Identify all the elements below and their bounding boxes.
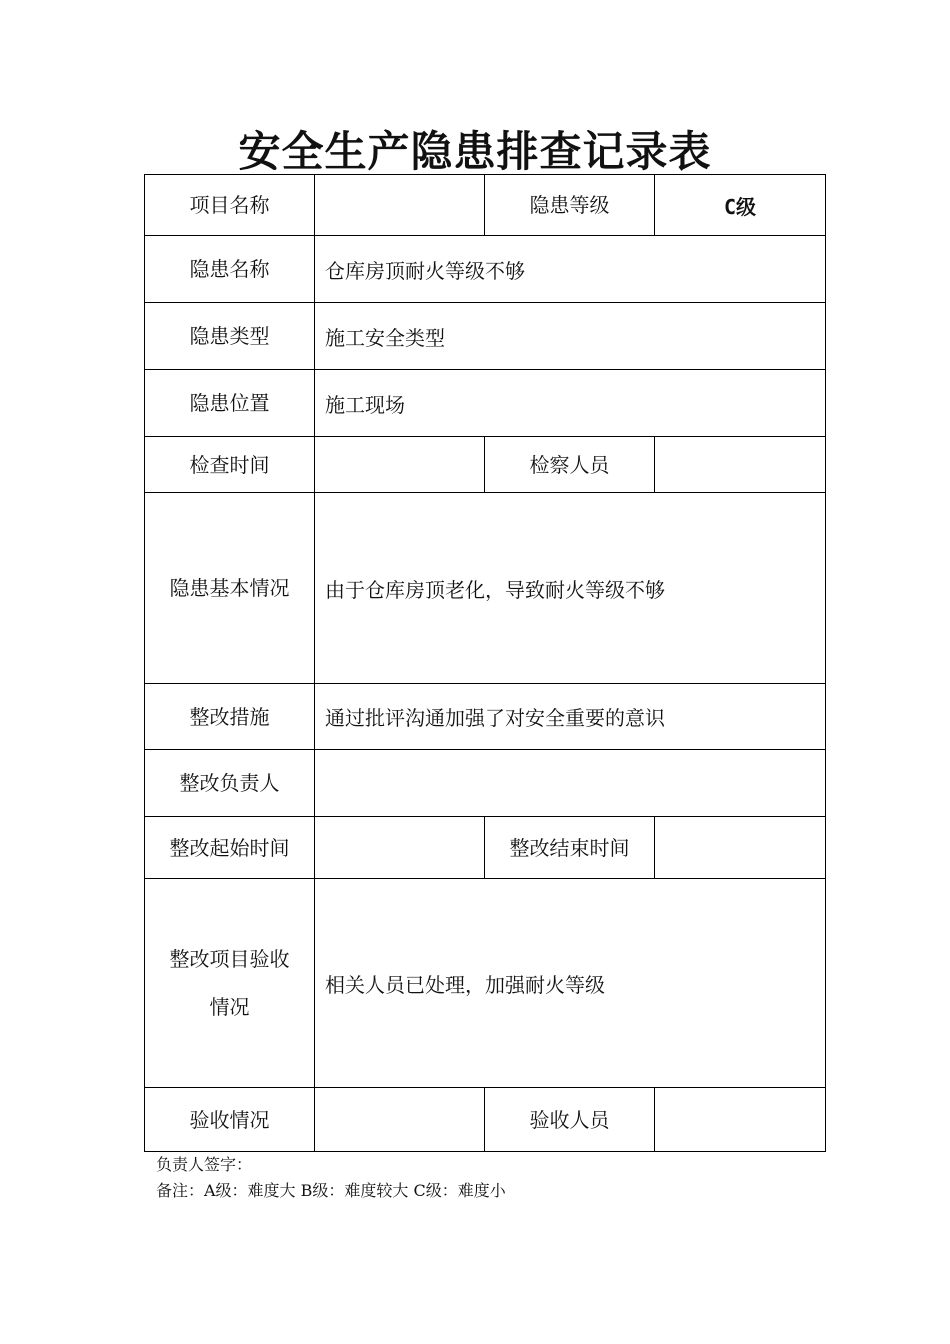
acceptance-label: 验收情况	[145, 1088, 315, 1152]
acceptance-value	[315, 1088, 485, 1152]
rectification-start-value	[315, 817, 485, 879]
rectification-measures-value: 通过批评沟通加强了对安全重要的意识	[315, 684, 826, 750]
row-acceptance-situation	[145, 879, 826, 1088]
hazard-record-table	[144, 174, 826, 1152]
basic-situation-label: 隐患基本情况	[145, 493, 315, 684]
rectification-owner-label: 整改负责人	[145, 750, 315, 817]
row-rectification-measures	[145, 684, 826, 750]
signature-line: 负责人签字：	[156, 1155, 253, 1174]
acceptance-situation-label	[145, 879, 315, 1088]
hazard-location-value: 施工现场	[315, 370, 826, 437]
inspection-time-value	[315, 437, 485, 493]
inspector-value	[655, 437, 826, 493]
acceptor-label: 验收人员	[485, 1088, 655, 1152]
rectification-start-label: 整改起始时间	[145, 817, 315, 879]
rectification-owner-value	[315, 750, 826, 817]
hazard-location-label: 隐患位置	[145, 370, 315, 437]
row-basic-situation	[145, 493, 826, 684]
row-acceptance	[145, 1088, 826, 1152]
hazard-type-label: 隐患类型	[145, 303, 315, 370]
hazard-name-label: 隐患名称	[145, 236, 315, 303]
rectification-end-label: 整改结束时间	[485, 817, 655, 879]
hazard-level-value: C级	[655, 175, 826, 236]
row-inspection	[145, 437, 826, 493]
hazard-level-label: 隐患等级	[485, 175, 655, 236]
acceptor-value	[655, 1088, 826, 1152]
project-name-label: 项目名称	[145, 175, 315, 236]
inspection-time-label: 检查时间	[145, 437, 315, 493]
rectification-end-value	[655, 817, 826, 879]
row-hazard-location	[145, 370, 826, 437]
acceptance-situation-value: 相关人员已处理，加强耐火等级	[315, 879, 826, 1088]
rectification-measures-label: 整改措施	[145, 684, 315, 750]
hazard-name-value: 仓库房顶耐火等级不够	[315, 236, 826, 303]
row-rectification-period	[145, 817, 826, 879]
row-project-name	[145, 175, 826, 236]
grade-note: 备注：A级：难度大 B级：难度较大 C级：难度小	[156, 1181, 506, 1200]
acceptance-situation-label-line1: 整改项目验收	[169, 947, 290, 971]
hazard-type-value: 施工安全类型	[315, 303, 826, 370]
inspector-label: 检察人员	[485, 437, 655, 493]
basic-situation-value: 由于仓库房顶老化，导致耐火等级不够	[315, 493, 826, 684]
project-name-value	[315, 175, 485, 236]
row-rectification-owner	[145, 750, 826, 817]
acceptance-situation-label-line2: 情况	[209, 995, 250, 1019]
row-hazard-type	[145, 303, 826, 370]
page-title: 安全生产隐患排查记录表	[238, 127, 712, 176]
row-hazard-name	[145, 236, 826, 303]
